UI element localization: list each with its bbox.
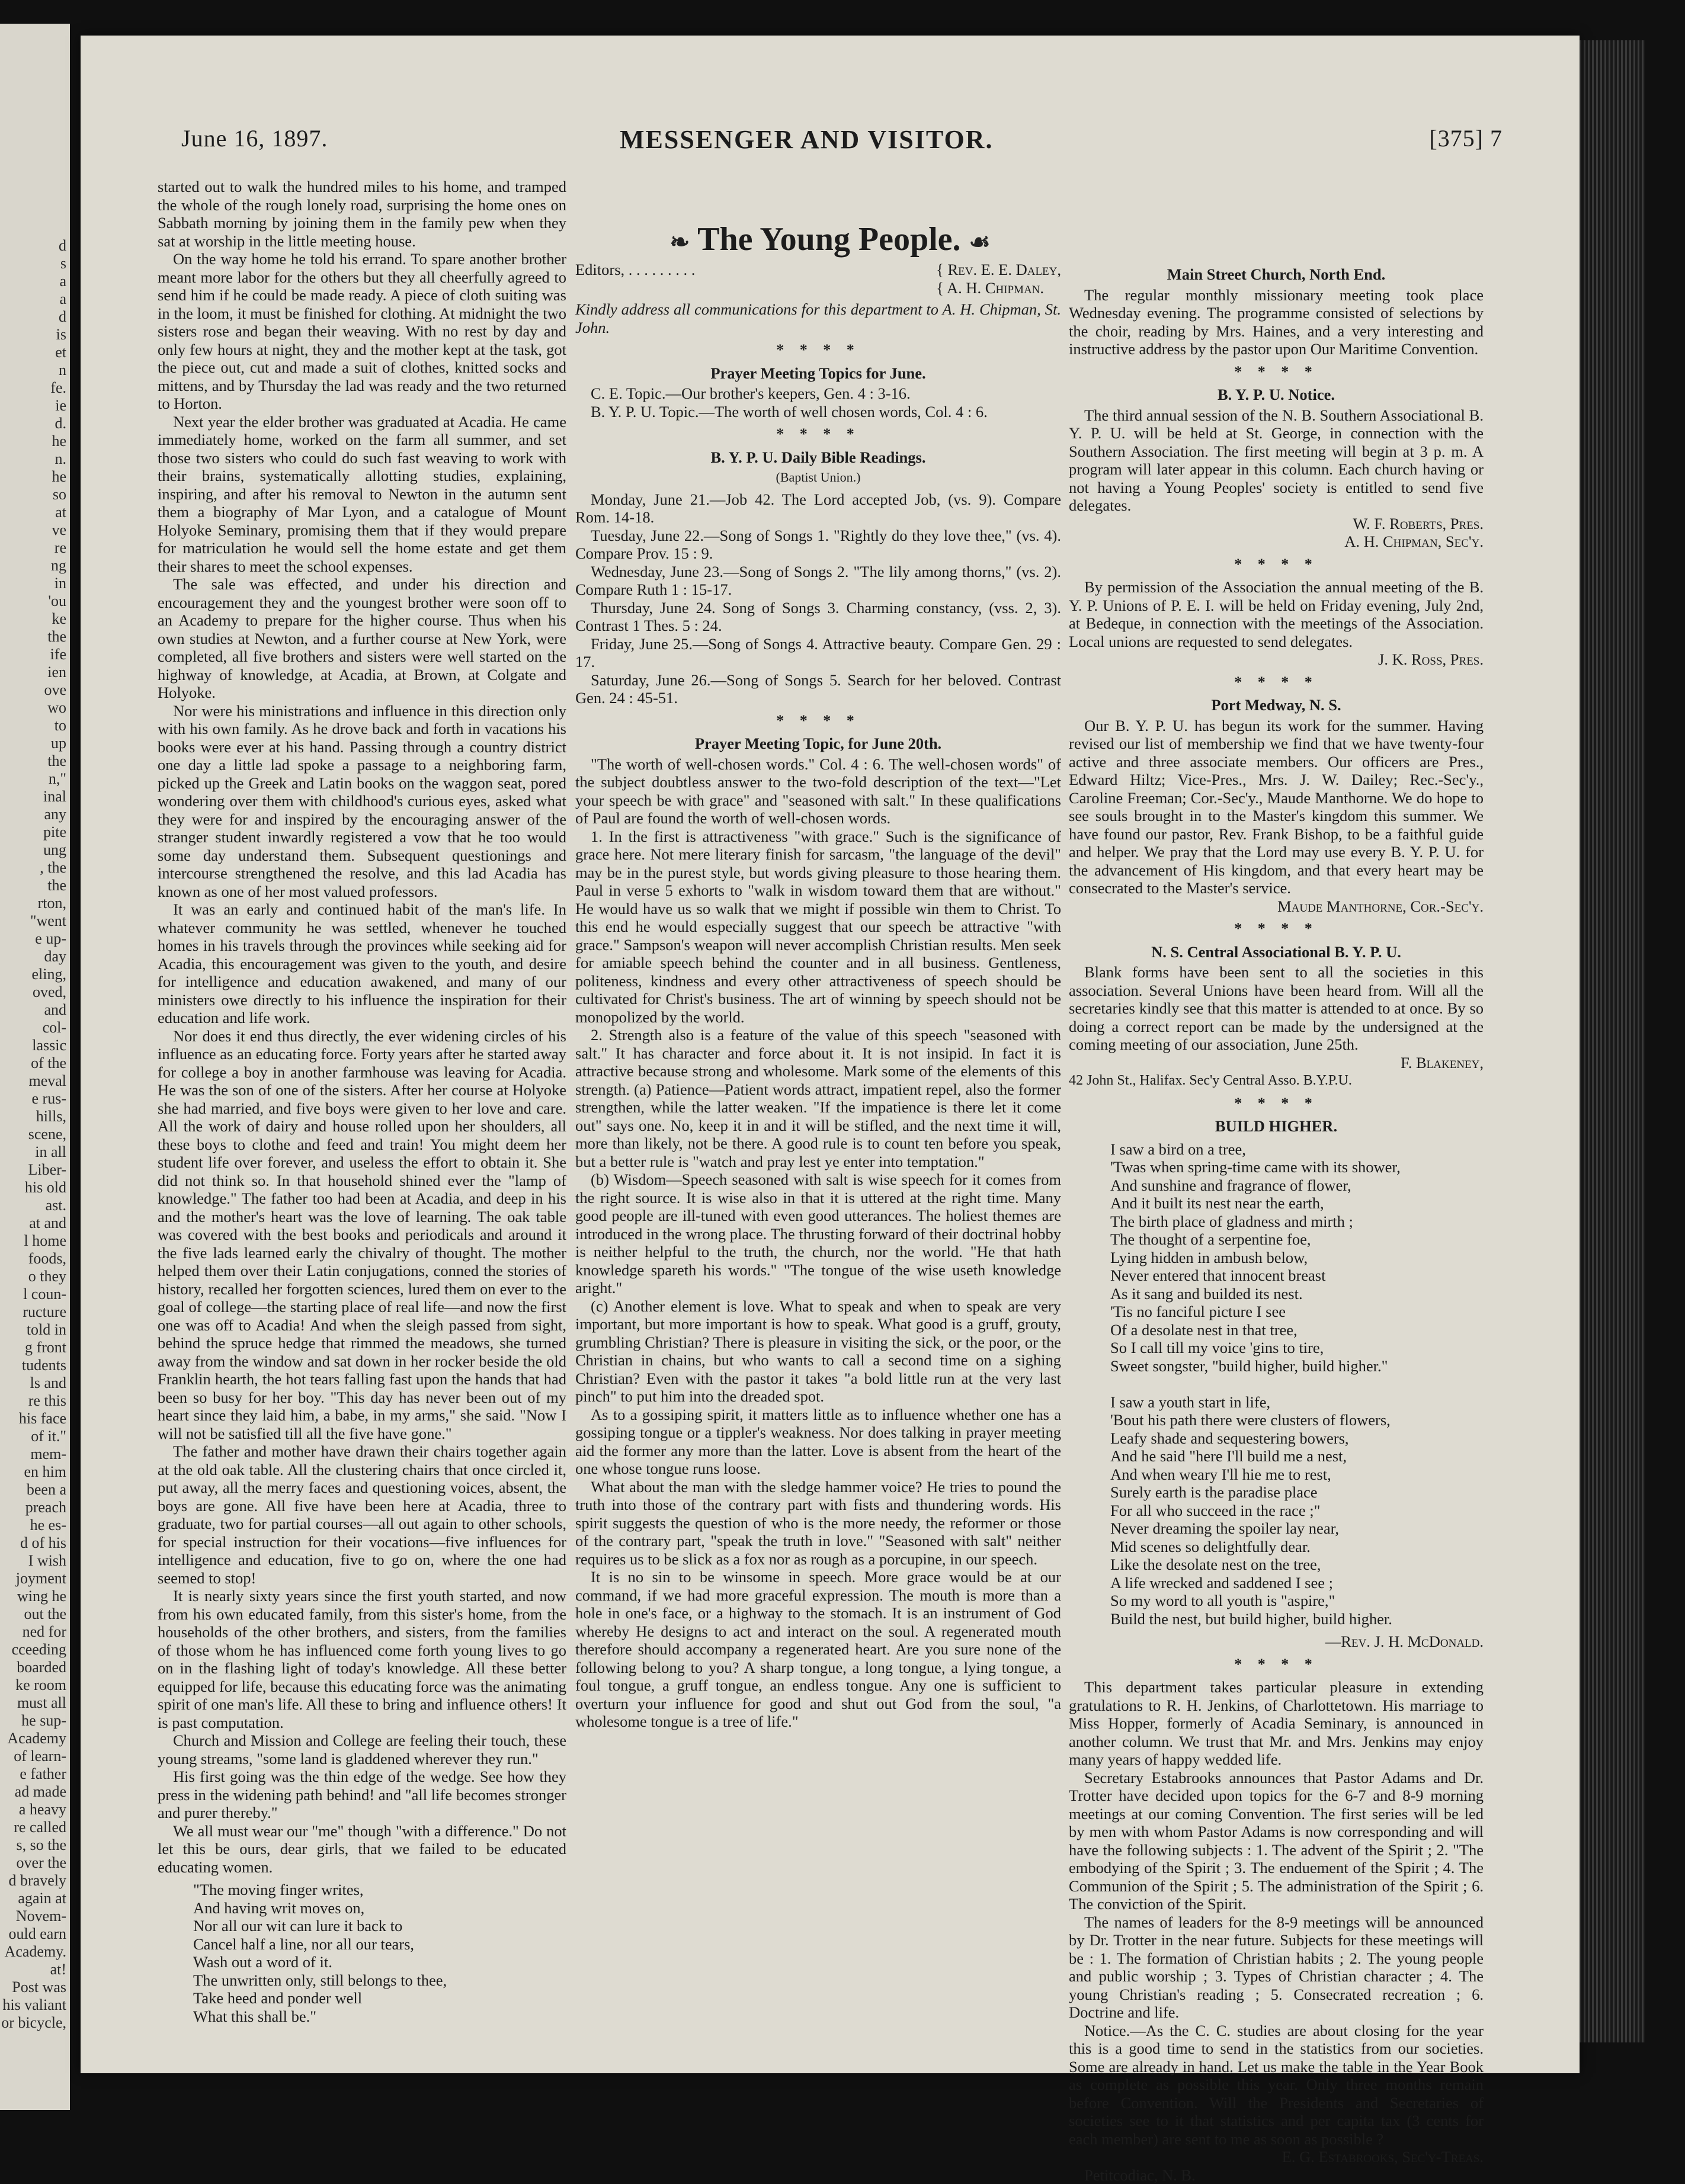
paragraph: Secretary Estabrooks announces that Pastor Adams and Dr. Trotter have decided upon topics for the 6-7 and 8-9 morning meetings at our coming Convention. The first series will be led by men with whom Pastor Adams is now corresponding and will have the following subjects : 1. The advent of the Spirit ; 2. "The embodying of the Spirit ; 3. The enduement of the Spirit ; 4. The Communion of the Spirit ; 5. The administration of the Spirit ; 6. The conviction of the Spirit. bbox=[1069, 1769, 1484, 1913]
notice-heading: B. Y. P. U. Notice. bbox=[1069, 386, 1484, 404]
prev-page-fragment: Novem- bbox=[16, 1907, 66, 1925]
prev-page-fragment: n," bbox=[49, 770, 66, 788]
prev-page-fragment: lassic bbox=[32, 1037, 66, 1054]
prev-page-fragment: in all bbox=[35, 1143, 66, 1161]
prev-page-fragment: et bbox=[55, 344, 66, 361]
prev-page-fragment: Post was bbox=[12, 1978, 66, 1996]
paragraph: Nor were his ministrations and influence in this direction only with his own family. As he drove back and forth in vacations his books were ever at his hand. Passing through a country district one day a little lad spoke a passage to a neighboring farm, picked up the Greek and Latin books on the waggon seat, pored wondering over them with childhood's curious eyes, asked what they were for and inspired by the encouraging answer of the stranger student inwardly registered a vow that he too would some day understand them. Subsequent questionings and intercourse strengthened the resolve, and this lad Acadia has known as one of her most valued professors. bbox=[158, 702, 566, 901]
prev-page-fragment: re this bbox=[28, 1392, 66, 1410]
prev-page-fragment: mem- bbox=[30, 1445, 66, 1463]
prev-page-fragment: wo bbox=[47, 699, 66, 717]
separator-stars: * * * * bbox=[1069, 1095, 1484, 1113]
prev-page-fragment: his face bbox=[19, 1410, 66, 1428]
prev-page-fragment: ove bbox=[44, 681, 66, 699]
separator-stars: * * * * bbox=[1069, 363, 1484, 381]
paragraph: Next year the elder brother was graduated at Acadia. He came immediately home, worked on the farm all summer, and set those two sisters who could do such fast weaving to work with their brains, systematically allotting studies, explaining, inspiring, and after his removal to Newton in the autumn sent them a biography of Mar Lyon, and a catalogue of Mount Holyoke Seminary, promising them that if they would prepare for matriculation he would sell the home estate and get them their shares to meet the school expenses. bbox=[158, 413, 566, 576]
prev-page-fragment: ife bbox=[50, 646, 66, 663]
prev-page-fragment: n. bbox=[55, 450, 67, 468]
paragraph: 1. In the first is attractiveness "with grace." Such is the significance of grace here. Not mere literary finish for sarcasm, "the language of the devil" may be in the purest style, but words giving pleasure to those hearing them. Paul in verse 5 exhorts to "walk in wisdom toward them that are without." He would have us so walk that we might if possible win them to Christ. To this end he would especially suggest that our speech be attractive "with grace." Sampson's weapon will never accomplish Christian results. Men seek for amiable speech behind the counter and in all business. Gentleness, politeness, kindness and every other attractiveness of speech should be cultivated for Christ's business. The art of winning by speech should not be monopolized by the world. bbox=[575, 828, 1061, 1027]
prev-page-fragment: he bbox=[52, 432, 66, 450]
prev-page-fragment: over the bbox=[17, 1854, 66, 1872]
prev-page-fragment: oved, bbox=[33, 983, 66, 1001]
paragraph: We all must wear our "me" though "with a difference." Do not let this be ours, dear girls, that we failed to be educated educating women. bbox=[158, 1822, 566, 1877]
prev-page-fragment: e up- bbox=[35, 930, 66, 948]
paragraph: Church and Mission and College are feeling their touch, these young streams, "some land is gladdened wherever they run." bbox=[158, 1731, 566, 1768]
header-page-number: [375] 7 bbox=[1429, 124, 1503, 152]
prev-page-fragment: been a bbox=[27, 1481, 66, 1499]
prev-page-fragment: o they bbox=[28, 1268, 66, 1285]
prev-page-fragment: re bbox=[55, 539, 66, 557]
prev-page-fragment: at and bbox=[29, 1214, 66, 1232]
prev-page-fragment: ve bbox=[52, 521, 66, 539]
prev-page-fragment: l coun- bbox=[23, 1285, 66, 1303]
ornament-left-icon: ❧ bbox=[670, 229, 690, 255]
paragraph: The names of leaders for the 8-9 meetings will be announced by Dr. Trotter in the near future. Subjects for these meetings will be : 1. The formation of Christian habits ; 2. The young people and public worship ; 3. Types of Christian character ; 4. The young Christian's reading ; 5. Consecrated recreation ; 6. Doctrine and life. bbox=[1069, 1913, 1484, 2022]
prev-page-fragment: ls and bbox=[30, 1374, 66, 1392]
paragraph: What about the man with the sledge hammer voice? He tries to pound the truth into those of the contrary part with fists and thundering words. His spirit suggests the question of who is the more needy, the reformer or those of the contrary part, "speak the truth in love." "Seasoned with salt" neither requires us to be slick as a fox nor as rough as a porcupine, in our speech. bbox=[575, 1478, 1061, 1569]
paragraph: "The worth of well-chosen words." Col. 4 : 6. The well-chosen words" of the subject doubtless answer to the two-fold description of the text—"Let your speech be with grace" and "seasoned with salt." In these qualifications of Paul are found the worth of well-chosen words. bbox=[575, 755, 1061, 828]
prev-page-fragment: ned for bbox=[23, 1623, 66, 1641]
prev-page-fragment: ke bbox=[52, 610, 66, 628]
prev-page-fragment: fe. bbox=[50, 379, 66, 397]
prev-page-fragment: en him bbox=[24, 1463, 67, 1481]
prev-page-fragment: cceeding bbox=[12, 1641, 66, 1659]
separator-stars: * * * * bbox=[1069, 1656, 1484, 1674]
paragraph: Nor does it end thus directly, the ever widening circles of his influence as an educating force. Forty years after he started away for college a boy in another farmhouse was leaving for Acadia. He was the son of one of the sisters. After her course at Holyoke she had married, and five boys were given to her love and care. All the work of dairy and house rolled upon her shoulders, all these boys to clothe and feed and train! You might deem her student life over forever, and useless the effort to obtain it. She did not think so. In that household shined ever the "lamp of knowledge." The father too had been at Acadia, and deep in his and the mother's heart was the love of learning. The oak table was covered with the best books and periodicals and around it the five lads learned early the chivalry of thought. The mother helped them over their Latin conjugations, conned the stories of history, recalled her forgotten sciences, lured them on ever to the goal of college—the starting place of real life—and now the first one was off to Acadia! And when the sleigh passed from sight, behind the spruce hedge that rimmed the meadows, she turned away from the window and sat down in her rocker beside the old Franklin hearth, the hot tears falling fast upon the hands that had been so busy for her boy. "This day has never been out of my heart since they laid him, a babe, in my arms," she said. "Now I will not be satisfied till all the five have gone." bbox=[158, 1027, 566, 1443]
prev-page-fragment: d bravely bbox=[9, 1872, 66, 1890]
paragraph: Blank forms have been sent to all the societies in this association. Several Unions have been heard from. Will all the secretaries kindly see that this matter is attended to at once. By so doing a correct report can be made by the undersigned at the coming meeting of our association, June 25th. bbox=[1069, 963, 1484, 1054]
main-street-heading: Main Street Church, North End. bbox=[1069, 265, 1484, 284]
prev-page-fragment: and bbox=[44, 1001, 66, 1019]
reading-item: Thursday, June 24. Song of Songs 3. Charming constancy, (vss. 2, 3). Contrast 1 Thes. 5 : 24. bbox=[575, 599, 1061, 635]
paragraph: C. E. Topic.—Our brother's keepers, Gen. 4 : 3-16. bbox=[575, 384, 1061, 403]
page-header bbox=[81, 124, 1580, 166]
prev-page-fragment: "went bbox=[30, 912, 66, 930]
prev-page-fragment: meval bbox=[28, 1072, 66, 1090]
header-date: June 16, 1897. bbox=[181, 124, 328, 152]
prev-page-fragment: is bbox=[56, 326, 66, 344]
prev-page-fragment: foods, bbox=[28, 1250, 66, 1268]
paragraph: His first going was the thin edge of the wedge. See how they press in the widening path behind! and "all life becomes stronger and purer thereby." bbox=[158, 1768, 566, 1822]
prev-page-fragment: , the bbox=[40, 859, 66, 877]
prev-page-fragment: tudents bbox=[22, 1356, 66, 1374]
header-title: MESSENGER AND VISITOR. bbox=[620, 124, 993, 155]
paragraph: The sale was effected, and under his direction and encouragement they and the youngest brother were soon off to an Academy to prepare for the higher course. Thus when his own studies at Newton, and a further course at New York, were completed, all five brothers and sisters were well started on the highway of knowledge, at Acadia, at Brown, at Colgate and Holyoke. bbox=[158, 575, 566, 702]
paragraph: Our B. Y. P. U. has begun its work for the summer. Having revised our list of membership we find that we have twenty-four active and three associate members. Our officers are Pres., Edward Hiltz; Vice-Pres., Mrs. J. W. Dailey; Rec.-Sec'y., Caroline Freeman; Cor.-Sec'y., Maude Manthorne. We do hope to see souls brought in to the Master's kingdom this summer. We have found our pastor, Rev. Frank Bishop, to be a faithful guide and helper. We pray that the Lord may use every B. Y. P. U. for the advancement of His kingdom, and that every heart may be consecrated to the Master's service. bbox=[1069, 717, 1484, 897]
prev-page-fragment: a heavy bbox=[19, 1801, 66, 1819]
separator-stars: * * * * bbox=[575, 712, 1061, 730]
prev-page-fragment: at! bbox=[50, 1961, 66, 1978]
readings-subheading: (Baptist Union.) bbox=[575, 469, 1061, 487]
poem-body: I saw a bird on a tree, 'Twas when spring-time came with its shower, And sunshine and fragrance of flower, And it built its nest near the earth, The birth place of gladness and mirth ; The thought of a serpentine foe, Lying hidden in ambush below, Never entered that innocent breast As it sang and builded its nest. 'Tis no fanciful picture I see Of a desolate nest in that tree, So I call till my voice 'gins to tire, Sweet songster, "build higher, build higher." I saw a youth start in life, 'Bout his path there were clusters of flowers, Leafy shade and sequestering bowers, And he said "here I'll build me a nest, And when weary I'll hie me to rest, Surely earth is the paradise place For all who succeed in the race ;" Never dreaming the spoiler lay near, Mid scenes so delightfully dear. Like the desolate nest on the tree, A life wrecked and saddened I see ; So my word to all youth is "aspire," Build the nest, but build higher, build higher. bbox=[1110, 1140, 1484, 1628]
prev-page-fragment: the bbox=[47, 877, 66, 894]
readings-heading: B. Y. P. U. Daily Bible Readings. bbox=[575, 448, 1061, 467]
prev-page-fragment: he bbox=[52, 468, 66, 486]
prev-page-fragment: preach bbox=[25, 1499, 66, 1516]
prev-page-fragment: eling, bbox=[32, 966, 67, 983]
separator-stars: * * * * bbox=[575, 425, 1061, 444]
prev-page-fragment: ructure bbox=[23, 1303, 66, 1321]
address-note: Kindly address all communications for this department to A. H. Chipman, St. John. bbox=[575, 300, 1061, 336]
prev-page-fragment: his valiant bbox=[2, 1996, 66, 2014]
prev-page-fragment: ien bbox=[47, 663, 66, 681]
prev-page-fragment: at bbox=[55, 503, 66, 521]
prev-page-fragment: ung bbox=[43, 841, 66, 859]
column-right bbox=[1069, 261, 1484, 2184]
prev-page-fragment: wing he bbox=[17, 1588, 66, 1605]
prev-page-fragment: d bbox=[59, 308, 66, 326]
separator-stars: * * * * bbox=[1069, 674, 1484, 692]
paragraph: B. Y. P. U. Topic.—The worth of well chosen words, Col. 4 : 6. bbox=[575, 403, 1061, 421]
place-line: Petitcodiac, N. B. bbox=[1069, 2166, 1484, 2184]
prev-page-fragment: 'ou bbox=[48, 592, 66, 610]
prev-page-fragment: a bbox=[59, 272, 66, 290]
prev-page-fragment: the bbox=[47, 752, 66, 770]
prev-page-fragment: e rus- bbox=[32, 1090, 66, 1108]
signature: A. H. Chipman, Sec'y. bbox=[1069, 533, 1484, 551]
prev-page-fragment: ad made bbox=[15, 1783, 66, 1801]
prev-page-fragment: his old bbox=[25, 1179, 66, 1197]
paragraph: (b) Wisdom—Speech seasoned with salt is wise speech for it comes from the right source. It is wise also in that it is uttered at the right time. Many good people are ill-tuned with even good utterances. The holiest themes are introduced in the wrong place. The thrusting forward of their doctrinal hobby is neither helpful to the truth, the church, nor the world. "He that hath knowledge spareth his words." "The tongue of the wise useth knowledge aright." bbox=[575, 1170, 1061, 1297]
paragraph: It is nearly sixty years since the first youth started, and now from his own educated family, from this sister's home, from the households of the other brothers, and sisters, from the families of those whom he has influenced come forth young lives to go on in the flashing light of today's knowledge. All these better equipped for life, because this educating force was the animating spirit of one man's life. All these to bring and influence others! It is past computation. bbox=[158, 1587, 566, 1731]
separator-stars: * * * * bbox=[575, 341, 1061, 360]
prev-page-fragment: d. bbox=[55, 415, 67, 432]
signature: Maude Manthorne, Cor.-Sec'y. bbox=[1069, 897, 1484, 916]
prev-page-fragment: he es- bbox=[30, 1516, 66, 1534]
paragraph: This department takes particular pleasure in extending gratulations to R. H. Jenkins, of Charlottetown. His marriage to Miss Hopper, formerly of Acadia Seminary, is announced in another column. We trust that Mr. and Mrs. Jenkins may enjoy many years of happy wedded life. bbox=[1069, 1678, 1484, 1769]
prev-page-fragment: day bbox=[44, 948, 66, 966]
prev-page-fragment: must all bbox=[17, 1694, 66, 1712]
separator-stars: * * * * bbox=[1069, 556, 1484, 574]
prev-page-fragment: l home bbox=[24, 1232, 67, 1250]
editors-label: Editors, . . . . . . . . . bbox=[575, 261, 695, 297]
prev-page-fragment: inal bbox=[43, 788, 66, 806]
prev-page-fragment: told in bbox=[27, 1321, 66, 1339]
prev-page-fragment: up bbox=[51, 735, 66, 752]
poem-heading: BUILD HIGHER. bbox=[1069, 1117, 1484, 1136]
paragraph: started out to walk the hundred miles to his home, and tramped the whole of the rough lonely road, surprising the home ones on Sabbath morning by joining them in the family pew when they sat at worship in the little meeting house. bbox=[158, 178, 566, 250]
signature: E. G. Estabrooks, Sec'y-Treas. bbox=[1069, 2148, 1484, 2166]
prev-page-fragment: to bbox=[55, 717, 66, 735]
poem-signature: —Rev. J. H. McDonald. bbox=[1069, 1633, 1484, 1651]
prev-page-fragment: scene, bbox=[28, 1125, 66, 1143]
separator-stars: * * * * bbox=[1069, 920, 1484, 938]
prev-page-fragment: Liber- bbox=[28, 1161, 66, 1179]
prev-page-fragment: g front bbox=[25, 1339, 66, 1356]
prev-page-fragment: so bbox=[53, 486, 66, 503]
reading-item: Wednesday, June 23.—Song of Songs 2. "The lily among thorns," (vs. 2). Compare Ruth 1 : 15-17. bbox=[575, 563, 1061, 599]
prev-page-fragment: ng bbox=[51, 557, 66, 575]
paragraph: As to a gossiping spirit, it matters little as to influence whether one has a gossiping tongue or a tippler's weakness. Nor does talking in prayer meeting aid the former any more than the latter. Love is absent from the heart of the one whose tongue runs loose. bbox=[575, 1406, 1061, 1478]
prev-page-fragment: re called bbox=[14, 1819, 66, 1836]
prev-page-fragment: s, so the bbox=[17, 1836, 67, 1854]
prev-page-fragment: pite bbox=[43, 823, 66, 841]
paragraph: On the way home he told his errand. To spare another brother meant more labor for the others but they all cheerfully agreed to send him if he could be made ready. A piece of cloth suiting was in the loom, it must be finished for clothing. At midnight the two sisters rose and began their weaving. With no rest by day and only few hours at night, they and the mother kept at the task, got the piece out, cut and made a suit of clothes, knitted socks and mittens, and by Thursday the lad was ready and the two returned to Horton. bbox=[158, 250, 566, 413]
section-title-text: The Young People. bbox=[697, 221, 960, 258]
prev-page-fragment: he sup- bbox=[21, 1712, 66, 1730]
prev-page-fragment: boarded bbox=[17, 1659, 66, 1676]
prev-page-fragment: out the bbox=[24, 1605, 67, 1623]
prev-page-fragment: ast. bbox=[46, 1197, 66, 1214]
central-heading: N. S. Central Associational B. Y. P. U. bbox=[1069, 943, 1484, 961]
prev-page-fragment: hills, bbox=[36, 1108, 66, 1125]
signature: W. F. Roberts, Pres. bbox=[1069, 515, 1484, 533]
newspaper-page bbox=[81, 36, 1580, 2073]
prev-page-fragment: ie bbox=[55, 397, 66, 415]
prev-page-fragment: again at bbox=[18, 1890, 66, 1907]
reading-item: Tuesday, June 22.—Song of Songs 1. "Rightly do they love thee," (vs. 4). Compare Prov. 15 : 9. bbox=[575, 527, 1061, 563]
prev-page-fragment: the bbox=[47, 628, 66, 646]
reading-item: Friday, June 25.—Song of Songs 4. Attractive beauty. Compare Gen. 29 : 17. bbox=[575, 635, 1061, 671]
port-medway-heading: Port Medway, N. S. bbox=[1069, 696, 1484, 714]
paragraph: 2. Strength also is a feature of the value of this speech "seasoned with salt." It has character and force about it. It is not insipid. In fact it is attractive because strong and wholesome. Mark some of the elements of this strength. (a) Patience—Patient words attract, impatient repel, also the former strengthen, while the latter weaken. "If the impatience is there let it come out" says one. No, keep it in and it will be stifled, and the next time it will, more than likely, not be there. A good rule is to count ten before you speak, but a better rule is "watch and pray lest ye enter into temptation." bbox=[575, 1026, 1061, 1170]
quoted-verse: "The moving finger writes, And having writ moves on, Nor all our wit can lure it back to Cancel half a line, nor all our tears, Wash out a word of it. The unwritten only, still belongs to thee, Take heed and ponder well What this shall be." bbox=[193, 1881, 566, 2025]
prev-page-fragment: d of his bbox=[20, 1534, 66, 1552]
prev-page-fragment: e father bbox=[20, 1765, 66, 1783]
paragraph: It is no sin to be winsome in speech. More grace would be at our command, if we had more graceful expression. The mouth is more than a hole in one's face, or a highway to the stomach. It is an instrument of God whereby He designs to act and interact on the soul. A regenerated mouth therefore should accompany a regenerated heart. Are you sure none of the following belong to you? A sharp tongue, a long tongue, a lying tongue, a foul tongue, a gruff tongue, an endless tongue. Any one is sufficient to overturn your influence for good and shut out God from the soul, "a wholesome tongue is a tree of life." bbox=[575, 1568, 1061, 1731]
reading-item: Saturday, June 26.—Song of Songs 5. Search for her beloved. Contrast Gen. 24 : 45-51. bbox=[575, 671, 1061, 707]
paragraph: By permission of the Association the annual meeting of the B. Y. P. Unions of P. E. I. will be held on Friday evening, July 2nd, at Bedeque, in connection with the meetings of the Association. Local unions are requested to send delegates. bbox=[1069, 578, 1484, 650]
signature: F. Blakeney, bbox=[1069, 1054, 1484, 1072]
prev-page-fragment: a bbox=[59, 290, 66, 308]
prev-page-fragment: in bbox=[55, 575, 66, 592]
prev-page-fragment: rton, bbox=[38, 894, 66, 912]
prev-page-fragment: ke room bbox=[15, 1676, 66, 1694]
prev-page-fragment: Academy. bbox=[5, 1943, 66, 1961]
prev-page-fragment: n bbox=[59, 361, 66, 379]
prev-page-fragment: of it." bbox=[31, 1428, 66, 1445]
paragraph: The father and mother have drawn their chairs together again at the old oak table. All the clustering chairs that once circled it, put away, all the merry faces and questioning voices, absent, the boys are gone. All five have been here at Acadia, three to graduate, two for partial courses—all out again to other schools, for special instruction for their vocations—five influences for intelligence and education, five to go on, where the one had seemed to stop! bbox=[158, 1442, 566, 1587]
column-left bbox=[158, 178, 566, 2030]
prev-page-fragment: any bbox=[44, 806, 66, 823]
signature: 42 John St., Halifax. Sec'y Central Asso. B.Y.P.U. bbox=[1069, 1072, 1484, 1090]
editors-names: { Rev. E. E. Daley, { A. H. Chipman. bbox=[936, 261, 1061, 297]
topics-heading: Prayer Meeting Topics for June. bbox=[575, 364, 1061, 383]
prev-page-fragment: I wish bbox=[28, 1552, 66, 1570]
paragraph: It was an early and continued habit of the man's life. In whatever community he was settled, whenever he touched homes in his travels through the provinces while seeking aid for Acadia, this encouragement was given to the youth, and desire for intelligence and education awakened, and many of our ministers owe directly to his influence the inspiration for their education and life work. bbox=[158, 900, 566, 1027]
column-middle bbox=[575, 261, 1061, 1731]
paragraph: (c) Another element is love. What to speak and when to speak are very important, but more important is how to speak. What good is a gruff, grouty, grumbling Christian? There is pleasure in visiting the sick, or the poor, or the Christian in chains, but who wants to call a second time on a sighing Christian? Even with the pastor it takes "a bold little run at the very last pinch" to put him into the dreaded spot. bbox=[575, 1297, 1061, 1406]
prev-page-fragment: or bicycle, bbox=[1, 2014, 66, 2032]
paragraph: The third annual session of the N. B. Southern Associational B. Y. P. U. will be held at St. George, in connection with the Southern Association. The first meeting will begin at 3 p. m. A program will later appear in this column. Each church having or not having a Young Peoples' society is entitled to send five delegates. bbox=[1069, 406, 1484, 515]
prev-page-fragment: d bbox=[59, 237, 66, 255]
signature: J. K. Ross, Pres. bbox=[1069, 650, 1484, 669]
ornament-right-icon: ☙ bbox=[969, 229, 991, 255]
prev-page-fragment: s bbox=[60, 255, 66, 272]
prev-page-fragment: of learn- bbox=[14, 1747, 66, 1765]
prayer-meeting-heading: Prayer Meeting Topic, for June 20th. bbox=[575, 735, 1061, 753]
prev-page-fragment: col- bbox=[43, 1019, 66, 1037]
prev-page-fragment: of the bbox=[31, 1054, 66, 1072]
previous-page-edge bbox=[0, 24, 70, 2110]
editors-line bbox=[575, 261, 1061, 297]
paragraph: The regular monthly missionary meeting took place Wednesday evening. The programme consisted of selections by the choir, reading by Mrs. Haines, and a very interesting and instructive address by the pastor upon Our Maritime Convention. bbox=[1069, 286, 1484, 358]
book-page-edges bbox=[1580, 40, 1645, 2042]
prev-page-fragment: Academy bbox=[7, 1730, 66, 1747]
prev-page-fragment: joyment bbox=[16, 1570, 66, 1588]
paragraph: Notice.—As the C. C. studies are about closing for the year this is a good time to send in the statistics from our societies. Some are already in hand. Let us make the table in the Year Book as complete as possible this year. Only three months remain before Convention. Will the Presidents and Secretaries of societies see to it that statistics and per capita tax (3 cents for each member) are sent to me as soon as possible ? bbox=[1069, 2022, 1484, 2148]
reading-item: Monday, June 21.—Job 42. The Lord accepted Job, (vs. 9). Compare Rom. 14-18. bbox=[575, 490, 1061, 527]
prev-page-fragment: ould earn bbox=[9, 1925, 66, 1943]
